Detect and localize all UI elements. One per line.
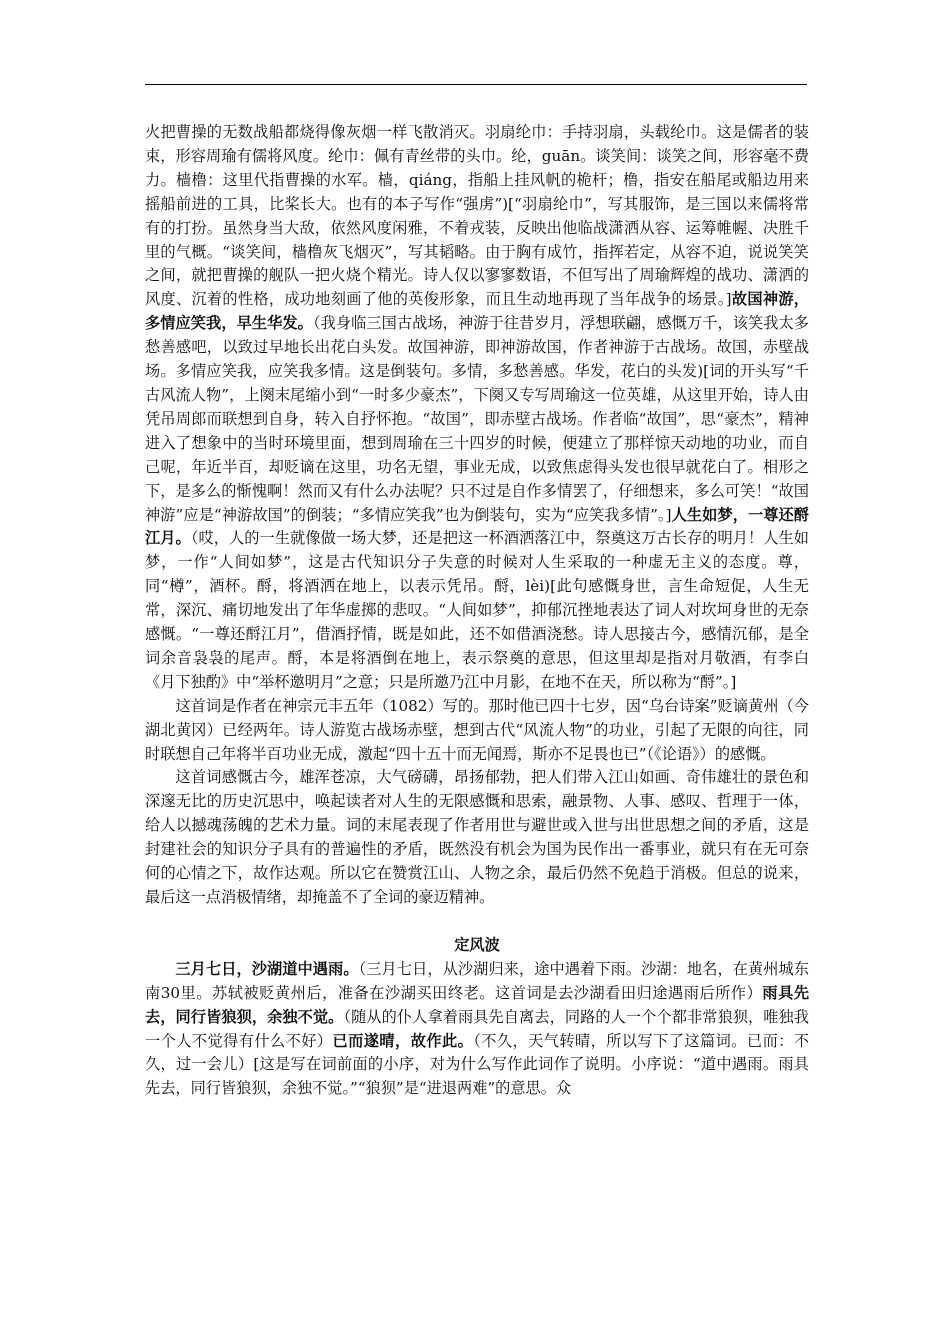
poem-title: 定风波 (454, 935, 500, 954)
annotation-text: （我身临三国古战场，神游于往昔岁月，浮想联翩，感慨万千，该笑我太多愁善感吧，以致过早地长出花白头发。故国神游，即神游故国，作者神游于古战场。故国，赤壁战场。多情应笑我，应笑我多情。这是倒装句。多情，多愁善感。华发，花白的头发)[词的开头写“千古风流人物”，上阕末尾缩小到“一时多少豪杰”，下阕又专写周瑜这一位英雄，从这里开始，诗人由凭吊周郎而联想到自身，转入自抒怀抱。“故国”，即赤壁古战场。作者临“故国”，思“豪杰”，精神进入了想象中的当时环境里面，想到周瑜在三十四岁的时候，便建立了那样惊天动地的功业，而自己呢，年近半百，却贬谪在这里，功名无望，事业无成，以致焦虑得头发也很早就花白了。相形之下，是多么的惭愧啊！然而又有什么办法呢？只不过是自作多情罢了，仔细想来，多么可笑！“故国神游”应是“神游故国”的倒装；“多情应笑我”也为倒装句，实为“应笑我多情”。] (145, 314, 809, 524)
annotation-text: （不久，天气转晴，所以写下了这篇词。已而：不久，过一会儿）[这是写在词前面的小序，对为什么写作此词作了说明。小序说：“道中遇雨。雨具先去，同行皆狼狈，余独不觉。”“狼狈”是“进退两难”的意思。众 (145, 1031, 810, 1098)
annotation-paragraph (145, 958, 809, 1101)
bold-verse: 故国神游，多情应笑我，早生华发。 (145, 290, 809, 333)
header-rule (145, 84, 807, 85)
annotation-text: （三月七日，从沙湖归来，途中遇着下雨。沙湖：地名，在黄州城东南30里。苏轼被贬黄州后，准备在沙湖买田终老。这首词是去沙湖看田归途遇雨后所作） (145, 959, 810, 1002)
bold-verse: 已而遂晴，故作此。 (332, 1031, 474, 1050)
annotation-text: （随从的仆人拿着雨具先自离去，同路的人一个个都非常狼狈，唯独我一个人不觉得有什么不好） (145, 1007, 809, 1050)
commentary-paragraph: 这首词是作者在神宗元丰五年（1082）写的。那时他已四十七岁，因“乌台诗案”贬谪黄州（今湖北黄冈）已经两年。诗人游览古战场赤壁，想到古代“风流人物”的功业，引起了无限的向往，同时联想自己年将半百功业无成，激起“四十五十而无闻焉，斯亦不足畏也已”（《论语》）的感慨。 (145, 696, 809, 763)
annotation-text: （哎，人的一生就像做一场大梦，还是把这一杯酒洒落江中，祭奠这万古长存的明月！人生如梦，一作“人间如梦”，这是古代知识分子失意的时候对人生采取的一种虚无主义的态度。尊，同“樽”，酒杯。酹，将酒洒在地上，以表示凭吊。酹，lèi)[此句感慨身世，言生命短促，人生无常，深沉、痛切地发出了年华虚掷的悲叹。“人间如梦”，抑郁沉挫地表达了词人对坎坷身世的无奈感慨。“一尊还酹江月”，借酒抒情，既是如此，还不如借酒浇愁。诗人思接古今，感情沉郁，是全词余音袅袅的尾声。酹，本是将酒倒在地上，表示祭奠的意思，但这里却是指对月敬酒，有李白《月下独酌》中“举杯邀明月”之意；只是所邀乃江中月影，在地不在天，所以称为“酹”。] (145, 529, 809, 691)
bold-verse: 人生如梦，一尊还酹江月。 (145, 505, 809, 548)
bold-verse: 雨具先去，同行皆狼狈，余独不觉。 (145, 983, 810, 1026)
commentary-paragraph: 这首词感慨古今，雄浑苍凉，大气磅礴，昂扬郁勃，把人们带入江山如画、奇伟雄壮的景色和深邃无比的历史沉思中，唤起读者对人生的无限感慨和思索，融景物、人事、感叹、哲理于一体，给人以撼魂荡魄的艺术力量。词的末尾表现了作者用世与避世或入世与出世思想之间的矛盾，这是封建社会的知识分子具有的普遍性的矛盾，既然没有机会为国为民作出一番事业，就只有在无可奈何的心情之下，故作达观。所以它在赞赏江山、人物之余，最后仍然不免趋于消极。但总的说来，最后这一点消极情绪，却掩盖不了全词的豪迈精神。 (145, 768, 809, 906)
document-body (145, 121, 809, 1101)
bold-verse: 三月七日，沙湖道中遇雨。 (175, 959, 359, 978)
annotation-paragraph (145, 121, 809, 695)
annotation-text: 火把曹操的无数战船都烧得像灰烟一样飞散消灭。羽扇纶巾：手持羽扇，头载纶巾。这是儒者的装束，形容周瑜有儒将风度。纶巾：佩有青丝带的头巾。纶，guān。谈笑间：谈笑之间，形容毫不费力。樯橹：这里代指曹操的水军。樯，qiáng，指船上挂风帆的桅杆；橹，指安在船尾或船边用来摇船前进的工具，比桨长大。也有的本子写作“强虏”)[“羽扇纶巾”，写其服饰，是三国以来儒将常有的打扮。虽然身当大敌，依然风度闲雅，不着戎装，反映出他临战潇洒从容、运筹帷幄、决胜千里的气概。“谈笑间，樯橹灰飞烟灭”，写其韬略。由于胸有成竹，指挥若定，从容不迫，说说笑笑之间，就把曹操的舰队一把火烧个精光。诗人仅以寥寥数语，不但写出了周瑜辉煌的战功、潇洒的风度、沉着的性格，成功地刻画了他的英俊形象，而且生动地再现了当年战争的场景。] (145, 123, 809, 309)
